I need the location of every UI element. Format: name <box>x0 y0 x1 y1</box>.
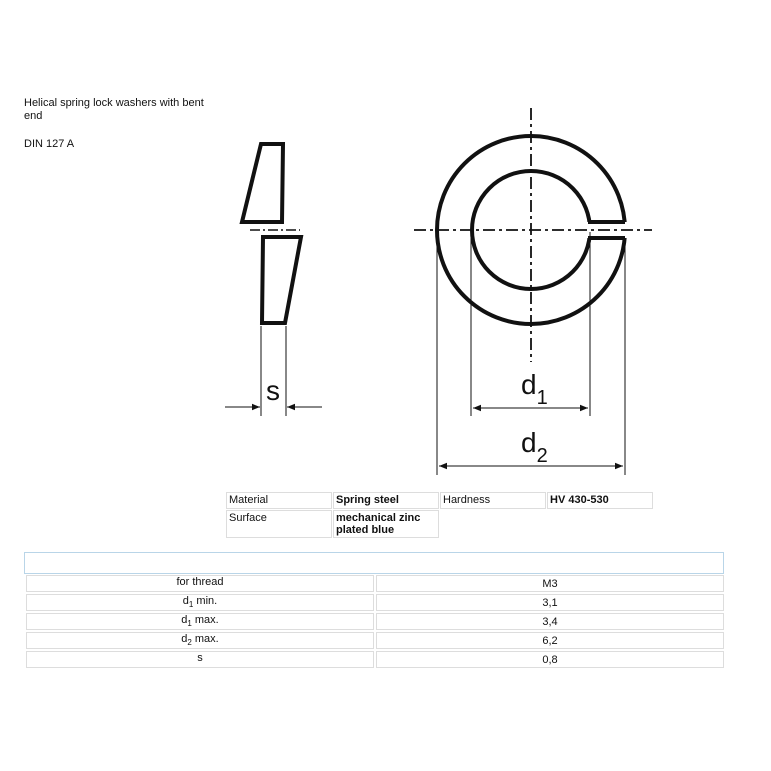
s-label: s <box>266 375 280 406</box>
row-label: $d_1$ min. <box>26 594 374 611</box>
table-row <box>26 632 724 649</box>
row-label: s <box>26 651 374 668</box>
row-value: 6,2 <box>376 632 724 649</box>
d1-label: $d_1$ <box>521 369 548 409</box>
table-row <box>26 613 724 630</box>
row-value: M3 <box>376 575 724 592</box>
row-value: 3,4 <box>376 613 724 630</box>
product-title: Helical spring lock washers with bent end <box>24 97 204 122</box>
d2-label: $d_2$ <box>521 427 548 467</box>
row-value: 3,1 <box>376 594 724 611</box>
properties-row <box>226 510 653 538</box>
hardness-label: Hardness <box>440 492 546 509</box>
row-value: 0,8 <box>376 651 724 668</box>
row-label: for thread <box>26 575 374 592</box>
row-label: $d_1$ max. <box>26 613 374 630</box>
table-row <box>26 651 724 668</box>
row-label: $d_2$ max. <box>26 632 374 649</box>
surface-value: mechanical zinc plated blue <box>333 510 439 538</box>
surface-label: Surface <box>226 510 332 538</box>
properties-row <box>226 492 653 509</box>
table-row <box>26 594 724 611</box>
properties-table <box>225 491 654 539</box>
material-value: Spring steel <box>333 492 439 509</box>
dimensions-header-bar <box>24 552 724 574</box>
hardness-value: HV 430-530 <box>547 492 653 509</box>
standard-code: DIN 127 A <box>24 138 75 150</box>
dimensions-table <box>24 573 726 670</box>
washer-side-view <box>242 144 301 323</box>
material-label: Material <box>226 492 332 509</box>
table-row <box>26 575 724 592</box>
